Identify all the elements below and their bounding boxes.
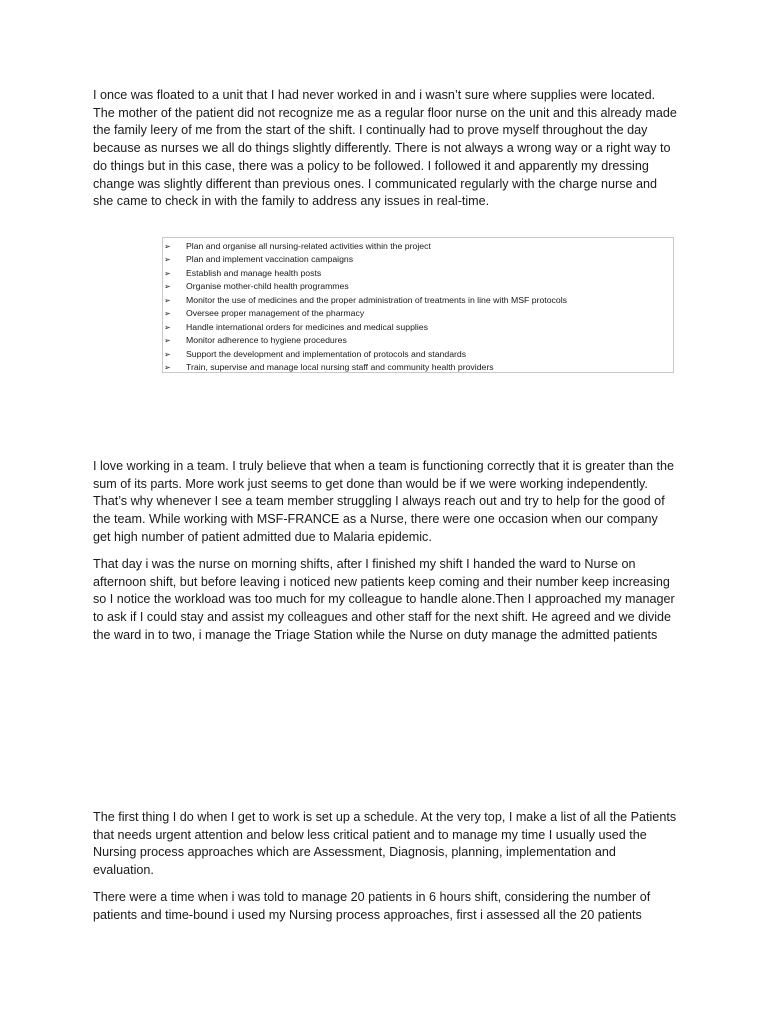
duty-item <box>163 348 673 361</box>
duty-item-label: Plan and implement vaccination campaigns <box>186 254 354 265</box>
paragraph-schedule: The first thing I do when I get to work is set up a schedule. At the very top, I make a list of all the Patients that needs urgent attention and below less critical patient and to manage my time I usually used the Nursing process approaches which are Assessment, Diagnosis, planning, implementation and evaluation. <box>93 810 677 878</box>
duty-item <box>163 321 673 334</box>
paragraph-twenty-patients: There were a time when i was told to manage 20 patients in 6 hours shift, considering the number of patients and time-bound i used my Nursing process approaches, first i assessed all the 20 patients <box>93 890 651 922</box>
arrow-bullet-icon: ➢ <box>164 242 171 251</box>
duty-item <box>163 334 673 347</box>
paragraph-teamwork: I love working in a team. I truly believe that when a team is functioning correctly that it is greater than the sum of its parts. More work just seems to get done than would be if we were working independently. That’s why whenever I see a team member struggling I always reach out and try to help for the good of the team. While working with MSF-FRANCE as a Nurse, there were one occasion when our company get high number of patient admitted due to Malaria epidemic. <box>93 459 675 544</box>
duty-item <box>163 361 673 374</box>
duty-item <box>163 267 673 280</box>
duty-item-label: Establish and manage health posts <box>186 267 322 278</box>
duty-item <box>163 280 673 293</box>
duty-item-label: Support the development and implementation of protocols and standards <box>186 348 467 359</box>
duties-list <box>163 240 673 374</box>
arrow-bullet-icon: ➢ <box>164 268 171 278</box>
duty-item-label: Handle international orders for medicines and medical supplies <box>186 321 428 332</box>
duties-list-box <box>162 237 674 373</box>
duty-item <box>163 294 673 307</box>
duty-item <box>163 253 673 266</box>
paragraph-malaria-shift: That day i was the nurse on morning shifts, after I finished my shift I handed the ward to Nurse on afternoon shift, but before leaving i noticed new patients keep coming and their number keep increasing so I notice the workload was too much for my colleague to handle alone.Then I approached my manager to ask if I could stay and assist my colleagues and other staff for the next shift. He agreed and we divide the ward in to two, i manage the Triage Station while the Nurse on duty manage the admitted patients <box>93 557 675 642</box>
duty-item-label: Monitor the use of medicines and the proper administration of treatments in line with MSF protocols <box>186 294 567 305</box>
arrow-bullet-icon: ➢ <box>164 255 171 265</box>
duty-item-label: Train, supervise and manage local nursing staff and community health providers <box>186 361 494 372</box>
arrow-bullet-icon: ➢ <box>164 362 171 372</box>
arrow-bullet-icon: ➢ <box>164 295 171 305</box>
arrow-bullet-icon: ➢ <box>164 282 171 292</box>
duty-item-label: Plan and organise all nursing-related activities within the project <box>186 241 431 251</box>
arrow-bullet-icon: ➢ <box>164 322 171 332</box>
duty-item-label: Monitor adherence to hygiene procedures <box>186 335 347 346</box>
duty-item <box>163 307 673 320</box>
arrow-bullet-icon: ➢ <box>164 336 171 346</box>
arrow-bullet-icon: ➢ <box>164 309 171 319</box>
paragraph-floated-unit: I once was floated to a unit that I had never worked in and i wasn’t sure where supplies were located. The mother of the patient did not recognize me as a regular floor nurse on the unit and this already made the family leery of me from the start of the shift. I continually had to prove myself throughout the day because as nurses we all do things slightly differently. There is not always a wrong way or a right way to do things but in this case, there was a policy to be followed. I followed it and apparently my dressing change was slightly different than previous ones. I communicated regularly with the charge nurse and she came to check in with the family to address any issues in real-time. <box>93 88 677 209</box>
duty-item-label: Oversee proper management of the pharmacy <box>186 308 365 319</box>
duty-item <box>163 240 673 253</box>
arrow-bullet-icon: ➢ <box>164 349 171 359</box>
duty-item-label: Organise mother-child health programmes <box>186 281 349 292</box>
